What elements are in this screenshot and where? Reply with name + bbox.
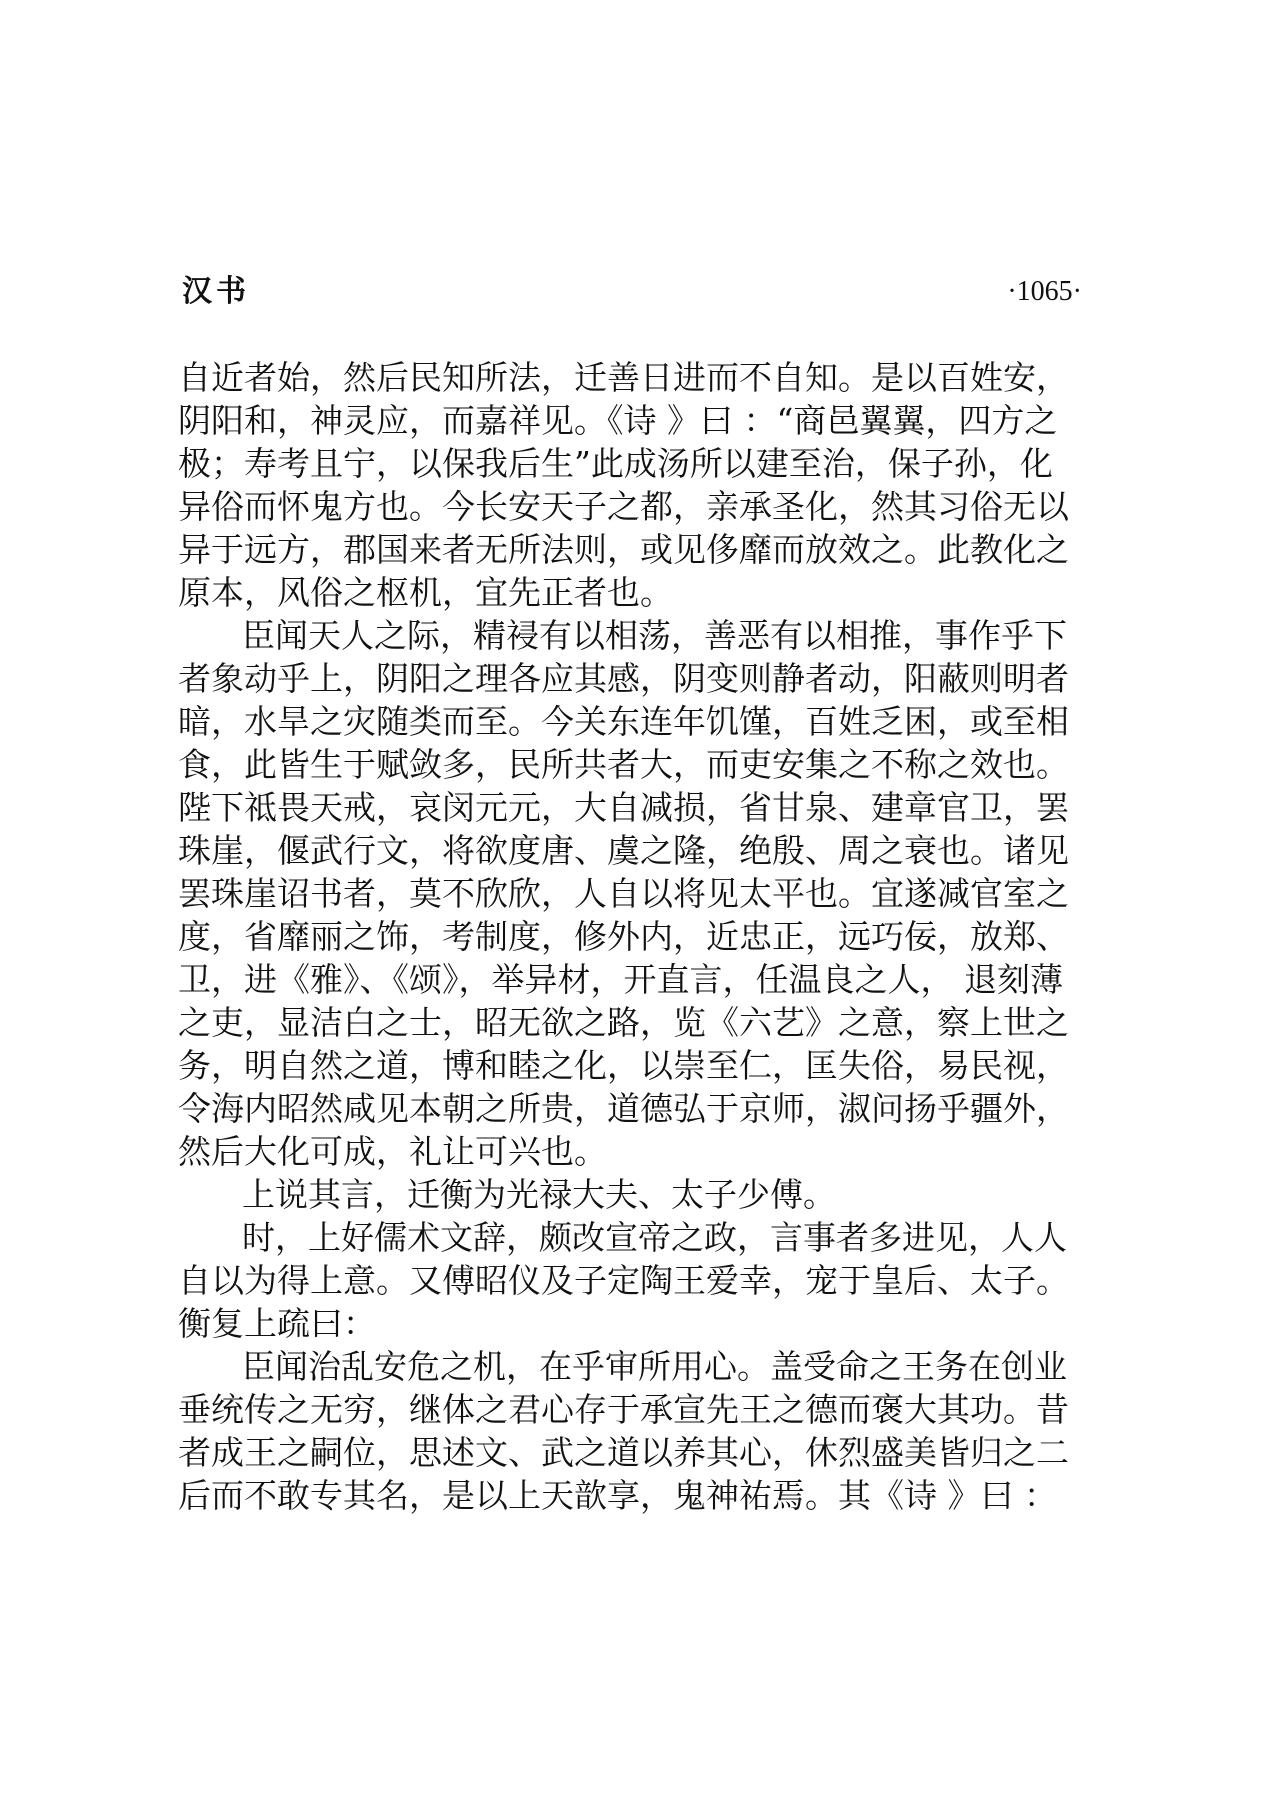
text-line: 臣闻天人之际，精祲有以相荡，善恶有以相推，事作乎下 [242,616,1067,655]
text-line: 异于远方，郡国来者无所法则，或见侈靡而放效之。此教化之 [178,530,1069,569]
text-line: 然后大化可成，礼让可兴也。 [178,1132,607,1171]
text-line: 上说其言，迁衡为光禄大夫、太子少傅。 [242,1175,836,1214]
text-line: 垂统传之无穷，继体之君心存于承宣先王之德而褒大其功。昔 [178,1390,1069,1429]
text-line: 异俗而怀鬼方也。今长安天子之都，亲承圣化，然其习俗无以 [178,487,1069,526]
text-line: 原本，风俗之枢机，宜先正者也。 [178,573,673,612]
text-line: 食，此皆生于赋敛多，民所共者大，而吏安集之不称之效也。 [178,745,1069,784]
text-line: 罢珠崖诏书者，莫不欣欣，人自以将见太平也。宜遂减官室之 [178,874,1069,913]
page-header [182,272,1082,312]
book-title: 汉书 [182,274,250,309]
text-line: 务，明自然之道，博和睦之化，以崇至仁，匡失俗，易民视， [178,1046,1069,1085]
text-line: 暗，水旱之灾随类而至。今关东连年饥馑，百姓乏困，或至相 [178,702,1069,741]
text-line: 令海内昭然咸见本朝之所贵，道德弘于京师，淑问扬乎疆外， [178,1089,1069,1128]
text-line: 度，省靡丽之饰，考制度，修外内，近忠正，远巧佞，放郑、 [178,917,1069,956]
page-number: ·1065· [1007,276,1082,307]
text-line: 后而不敢专其名，是以上天歆享，鬼神祐焉。其《诗 》曰 ： [178,1476,1057,1515]
text-line: 阴阳和，神灵应，而嘉祥见。《诗 》曰 ：“商邑翼翼，四方之 [178,401,1058,440]
text-line: 自以为得上意。又傅昭仪及子定陶王爱幸，宠于皇后、太子。 [178,1261,1069,1300]
text-line: 珠崖，偃武行文，将欲度唐、虞之隆，绝殷、周之衰也。诸见 [178,831,1069,870]
body-text [178,356,1078,1517]
text-line: 陛下祗畏天戒，哀闵元元，大自减损，省甘泉、建章官卫，罢 [178,788,1069,827]
text-line: 者成王之嗣位，思述文、武之道以养其心，休烈盛美皆归之二 [178,1433,1069,1472]
text-line: 时，上好儒术文辞，颇改宣帝之政，言事者多进见，人人 [242,1218,1067,1257]
text-line: 卫，进《雅》、《颂》，举异材，开直言，任温良之人， 退刻薄 [178,960,1063,999]
text-line: 极；寿考且宁，以保我后生”此成汤所以建至治，保子孙，化 [178,444,1053,483]
text-line: 衡复上疏曰： [178,1304,376,1343]
text-line: 者象动乎上，阴阳之理各应其感，阴变则静者动，阳蔽则明者 [178,659,1069,698]
text-line: 臣闻治乱安危之机，在乎审所用心。盖受命之王务在创业 [242,1347,1067,1386]
text-line: 之吏，显洁白之士，昭无欲之路，览《六艺》之意，察上世之 [178,1003,1069,1042]
text-line: 自近者始，然后民知所法，迁善日进而不自知。是以百姓安， [178,358,1069,397]
